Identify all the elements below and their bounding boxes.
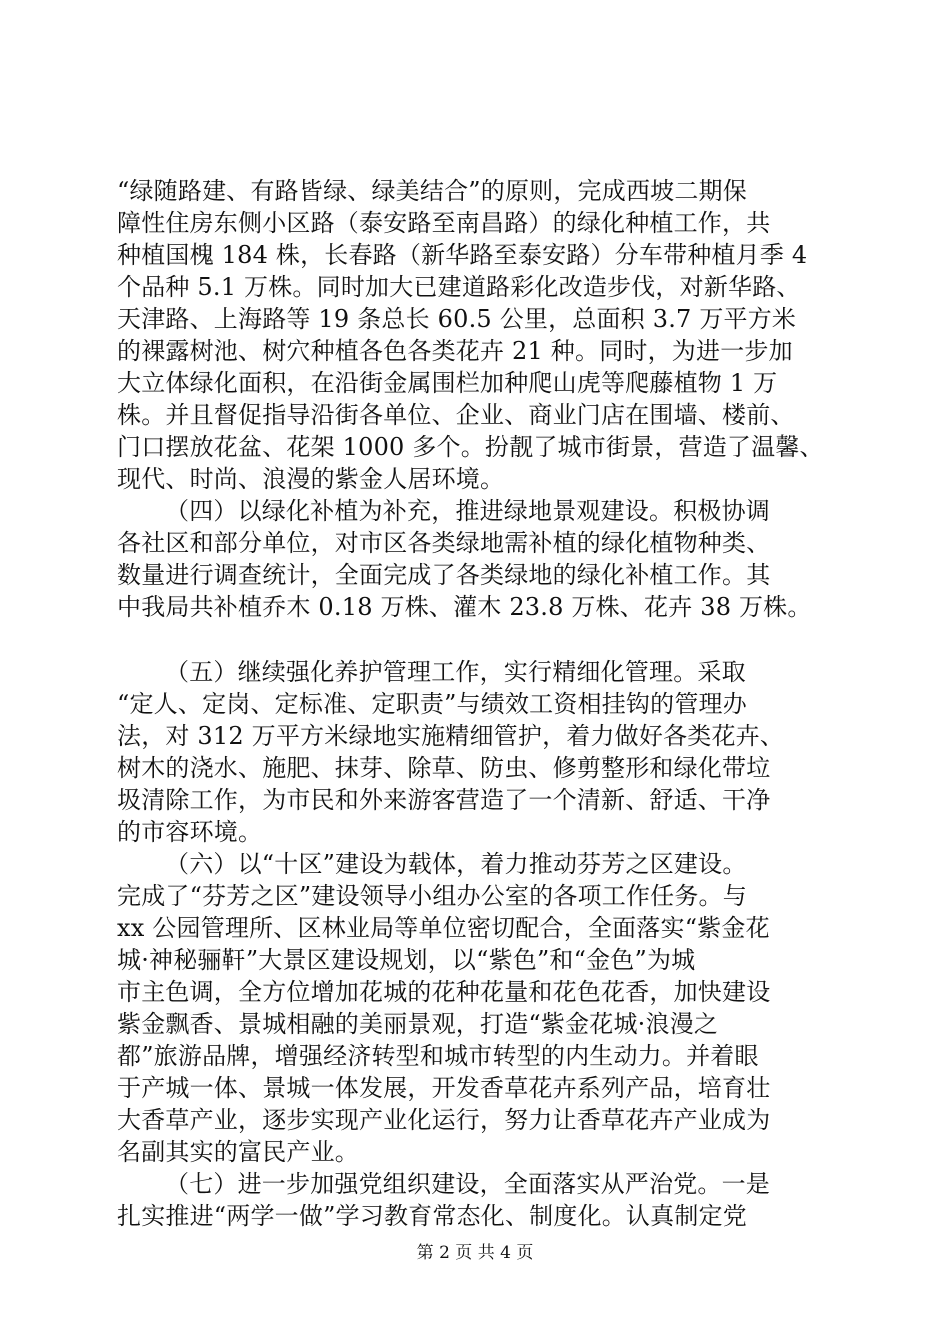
text-line: 名副其实的富民产业。 (117, 1138, 359, 1166)
paragraph-6-heading-line: （六）以“十区”建设为载体，着力推动芬芳之区建设。 (165, 850, 747, 878)
text-line: 数量进行调查统计，全面完成了各类绿地的绿化补植工作。其 (117, 561, 771, 589)
text-line: 圾清除工作，为市民和外来游客营造了一个清新、舒适、干净 (117, 786, 771, 814)
text-line: 种植国槐 184 株，长春路（新华路至泰安路）分车带种植月季 4 (117, 241, 808, 269)
text-line: xx 公园管理所、区林业局等单位密切配合，全面落实“紫金花 (117, 914, 770, 942)
text-line: 大立体绿化面积，在沿街金属围栏加种爬山虎等爬藤植物 1 万 (117, 369, 778, 397)
text-line: 中我局共补植乔木 0.18 万株、灌木 23.8 万株、花卉 38 万株。 (117, 593, 812, 621)
text-line: “绿随路建、有路皆绿、绿美结合”的原则，完成西坡二期保 (117, 177, 747, 205)
text-line: 法，对 312 万平方米绿地实施精细管护，着力做好各类花卉、 (117, 722, 785, 750)
page-number-footer: 第 2 页 共 4 页 (416, 1243, 534, 1263)
text-line: 扎实推进“两学一做”学习教育常态化、制度化。认真制定党 (117, 1202, 747, 1230)
paragraph-5-heading-line: （五）继续强化养护管理工作，实行精细化管理。采取 (165, 658, 746, 686)
text-line: “定人、定岗、定标准、定职责”与绩效工资相挂钩的管理办 (117, 690, 747, 718)
text-line: 紫金飘香、景城相融的美丽景观，打造“紫金花城·浪漫之 (117, 1010, 719, 1038)
text-line: 障性住房东侧小区路（泰安路至南昌路）的绿化种植工作，共 (117, 209, 771, 237)
text-line: 株。并且督促指导沿街各单位、企业、商业门店在围墙、楼前、 (117, 401, 795, 429)
text-line: 城·神秘骊靬”大景区建设规划，以“紫色”和“金色”为城 (117, 946, 696, 974)
paragraph-7-heading-line: （七）进一步加强党组织建设，全面落实从严治党。一是 (165, 1170, 770, 1198)
text-line: 门口摆放花盆、花架 1000 多个。扮靓了城市街景，营造了温馨、 (117, 433, 824, 461)
text-line: 个品种 5.1 万株。同时加大已建道路彩化改造步伐，对新华路、 (117, 273, 801, 301)
text-line: 的裸露树池、树穴种植各色各类花卉 21 种。同时，为进一步加 (117, 337, 793, 365)
text-line: 的市容环境。 (117, 818, 263, 846)
text-line: 完成了“芬芳之区”建设领导小组办公室的各项工作任务。与 (117, 882, 747, 910)
text-line: 各社区和部分单位，对市区各类绿地需补植的绿化植物种类、 (117, 529, 771, 557)
text-line: 大香草产业，逐步实现产业化运行，努力让香草花卉产业成为 (117, 1106, 771, 1134)
text-line: 都”旅游品牌，增强经济转型和城市转型的内生动力。并着眼 (117, 1042, 759, 1070)
text-line: 于产城一体、景城一体发展，开发香草花卉系列产品，培育壮 (117, 1074, 771, 1102)
text-line: 树木的浇水、施肥、抹芽、除草、防虫、修剪整形和绿化带垃 (117, 754, 771, 782)
text-line: 现代、时尚、浪漫的紫金人居环境。 (117, 465, 505, 493)
text-line: 天津路、上海路等 19 条总长 60.5 公里，总面积 3.7 万平方米 (117, 305, 797, 333)
text-line: 市主色调，全方位增加花城的花种花量和花色花香，加快建设 (117, 978, 771, 1006)
paragraph-4-heading-line: （四）以绿化补植为补充，推进绿地景观建设。积极协调 (165, 497, 770, 525)
